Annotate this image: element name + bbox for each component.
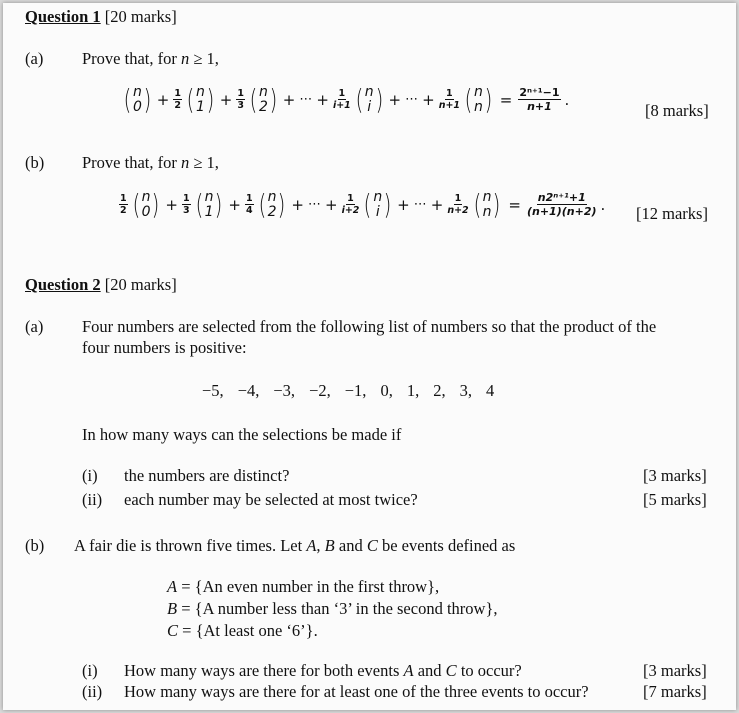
binomial: ( n 2 ) (249, 82, 278, 116)
coef-den: 4 (246, 205, 253, 216)
var-c: C (366, 536, 378, 555)
q2a-line1: Four numbers are selected from the following list of numbers so that the product of the (82, 317, 657, 336)
coef-num: 1 (454, 192, 462, 204)
question-1-heading (25, 7, 177, 27)
binomial: ( n n ) (473, 187, 501, 221)
rhs-fraction (518, 87, 560, 112)
binom-top: n (204, 189, 214, 205)
coef-num: 1 (338, 87, 346, 99)
coef-num: 1 (174, 87, 181, 99)
q2b-ii-text: How many ways are there for at least one of the three events to occur? (124, 682, 589, 701)
binom-bottom: i (367, 99, 372, 115)
coef-num: 1 (246, 192, 253, 204)
coef-den: 2 (120, 205, 127, 216)
list-number: −2, (309, 381, 331, 400)
q2b-i-label: (i) (82, 661, 98, 680)
coef-num: 1 (237, 87, 244, 99)
binom-bottom: n (482, 204, 492, 220)
binom-bottom: 0 (132, 99, 142, 115)
binom-top: n (373, 189, 383, 205)
binom-top: n (258, 84, 268, 100)
q2a-ii-marks: [5 marks] (643, 490, 707, 509)
binom-bottom: 1 (195, 99, 205, 115)
coefficient (236, 89, 245, 111)
question-2-marks: [20 marks] (104, 275, 177, 294)
q2b-i-marks: [3 marks] (643, 661, 707, 680)
coefficient (182, 194, 191, 216)
binomial: ( n n ) (464, 82, 493, 116)
coef-den: n+1 (438, 100, 461, 111)
q2b-intro (74, 536, 515, 556)
q2a-line2: four numbers is positive: (82, 338, 247, 357)
var-a: A (306, 536, 317, 555)
exam-page (3, 3, 736, 710)
q2a-i-label: (i) (82, 466, 98, 485)
q2b-i-text (124, 661, 522, 681)
binom-top: n (267, 189, 277, 205)
q2b-i-pre: How many ways are there for both events (124, 661, 404, 680)
binomial: ( n 2 ) (258, 187, 286, 221)
q1a-prompt (82, 49, 219, 69)
coef-den: n+2 (447, 205, 469, 216)
list-number: −4, (237, 381, 260, 400)
coef-num: 1 (120, 192, 127, 204)
coef-num: 1 (183, 192, 190, 204)
rhs-fraction (527, 192, 597, 217)
binom-bottom: 0 (141, 204, 151, 220)
coef-den: 2 (174, 100, 181, 111)
coefficient (447, 194, 468, 216)
q1a-cond-var: n (180, 49, 190, 68)
coefficient (342, 194, 360, 216)
q2b-i-post: to occur? (456, 661, 522, 680)
q2b-sep: , (316, 536, 325, 555)
coef-den: 3 (183, 205, 190, 216)
binom-bottom: i (375, 204, 380, 220)
rhs-den: n+1 (527, 100, 552, 113)
binom-bottom: 2 (267, 204, 277, 220)
q1b-cond-rest: ≥ 1, (189, 153, 219, 172)
event-var: B (167, 599, 178, 618)
q2a-question: In how many ways can the selections be made if (82, 425, 402, 444)
coefficient (245, 194, 254, 216)
binom-top: n (141, 189, 151, 205)
event-var: A (167, 577, 178, 596)
list-number: −3, (273, 381, 296, 400)
rhs-num: 2ⁿ⁺¹−1 (519, 86, 560, 99)
q2b-and: and (334, 536, 367, 555)
q2a-i-text: the numbers are distinct? (124, 466, 290, 485)
q2a-label: (a) (25, 317, 44, 336)
event-b-def (167, 599, 498, 619)
event-c-def (167, 621, 318, 641)
q1a-prove-text: Prove that, for (82, 49, 181, 68)
coef-den: i+2 (341, 205, 360, 216)
event-definition: = {An even number in the first throw}, (177, 577, 440, 596)
coef-den: i+1 (332, 100, 351, 111)
q1a-label: (a) (25, 49, 44, 68)
q1b-identity: $\frac{1}{2}$ ( n 0 ) + $\frac{1}{3}$ ( n 1 ) + $\frac{1}{4}$ ( n 2 ) + ⋯ + $\frac{1}{i+2}$ ( n i ) + ⋯ + $\frac{1}{n+2}$ ( n n ) = $\frac{\text{n2ⁿ⁺¹+1}}{(n+1)(n+2)}$ . (120, 187, 606, 221)
q1a-identity: ( n 0 ) + $\frac{1}{2}$ ( n 1 ) + $\frac{1}{3}$ ( n 2 ) + ⋯ + $\frac{1}{i+1}$ ( n i ) + ⋯ + $\frac{1}{n+1}$ ( n n ) = $\frac{\text{2ⁿ⁺¹−1}}{n+1}$ . (123, 82, 570, 116)
coefficient (439, 89, 460, 111)
list-number: −1, (344, 381, 367, 400)
q2a-ii-text: each number may be selected at most twice? (124, 490, 418, 509)
q1a-cond-rest: ≥ 1, (189, 49, 219, 68)
list-number: −5, (202, 381, 224, 400)
list-number: 3, (459, 381, 472, 400)
binom-top: n (482, 189, 492, 205)
binom-bottom: n (473, 99, 483, 115)
coefficient (119, 194, 128, 216)
question-2-heading (25, 275, 177, 295)
rhs-num: n2ⁿ⁺¹+1 (537, 191, 586, 204)
var-b: B (324, 536, 335, 555)
var-a: A (403, 661, 414, 680)
binomial: ( n 0 ) (132, 187, 160, 221)
coefficient (173, 89, 182, 111)
q2b-label: (b) (25, 536, 45, 555)
q1b-marks: [12 marks] (636, 204, 708, 223)
q2b-intro-pre: A fair die is thrown five times. Let (74, 536, 307, 555)
event-definition: = {A number less than ‘3’ in the second throw}, (177, 599, 498, 618)
q1b-prove-text: Prove that, for (82, 153, 181, 172)
binom-bottom: 1 (204, 204, 214, 220)
var-c: C (445, 661, 457, 680)
binom-bottom: 2 (258, 99, 268, 115)
binomial: ( n 0 ) (123, 82, 152, 116)
binom-top: n (195, 84, 205, 100)
coef-num: 1 (446, 87, 453, 99)
question-2-title: Question 2 (25, 275, 101, 294)
binom-top: n (364, 84, 374, 100)
q2b-i-mid: and (413, 661, 446, 680)
binomial: ( n 1 ) (186, 82, 215, 116)
rhs-den: (n+1)(n+2) (526, 205, 597, 218)
q2b-intro-post: be events defined as (377, 536, 516, 555)
q1b-cond-var: n (180, 153, 190, 172)
question-1-title: Question 1 (25, 7, 101, 26)
number-list (202, 381, 494, 401)
coef-den: 3 (237, 100, 244, 111)
event-definition: = {At least one ‘6’}. (178, 621, 318, 640)
binomial: ( n 1 ) (195, 187, 223, 221)
list-number: 1, (406, 381, 420, 400)
q1b-prompt (82, 153, 219, 173)
binom-top: n (132, 84, 142, 100)
list-number: 4 (485, 381, 495, 400)
q2a-ii-label: (ii) (82, 490, 103, 509)
q2b-ii-marks: [7 marks] (643, 682, 707, 701)
q2b-ii-label: (ii) (82, 682, 103, 701)
binom-top: n (473, 84, 483, 100)
q1b-label: (b) (25, 153, 45, 172)
list-number: 0, (380, 381, 393, 400)
binomial: ( n i ) (355, 82, 383, 116)
question-1-marks: [20 marks] (104, 7, 177, 26)
q1a-marks: [8 marks] (645, 101, 709, 120)
event-var: C (167, 621, 179, 640)
binomial: ( n i ) (364, 187, 392, 221)
list-number: 2, (433, 381, 446, 400)
q2a-i-marks: [3 marks] (643, 466, 707, 485)
coefficient (333, 89, 351, 111)
event-a-def (167, 577, 439, 597)
coef-num: 1 (347, 192, 354, 204)
